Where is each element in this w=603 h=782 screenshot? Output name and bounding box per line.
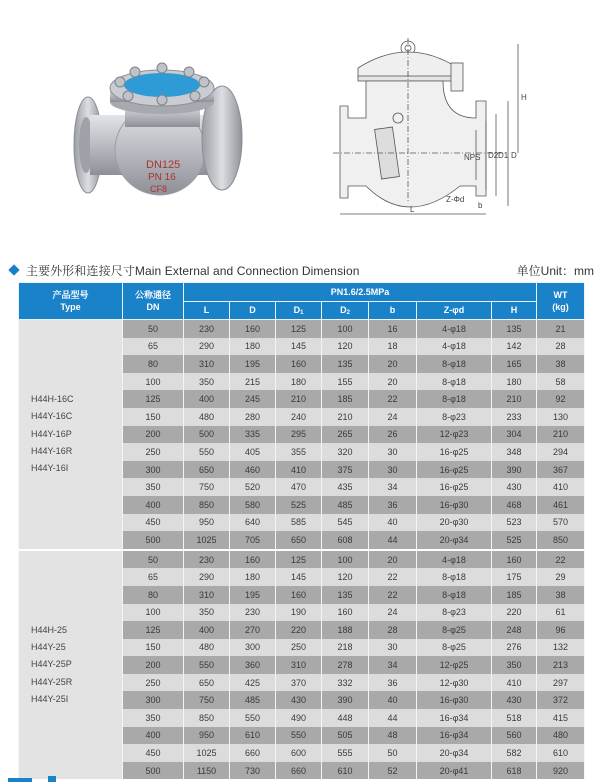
table-cell: 22 [537, 550, 585, 569]
table-cell: 160 [276, 355, 322, 373]
table-cell: 310 [184, 586, 230, 604]
table-cell: 40 [369, 691, 417, 709]
table-cell: 390 [492, 461, 537, 479]
table-cell: 145 [276, 338, 322, 356]
table-cell: 100 [322, 320, 369, 338]
table-cell: 135 [322, 586, 369, 604]
table-cell: 92 [537, 390, 585, 408]
table-cell: 160 [230, 550, 276, 569]
table-cell: 8-φ18 [417, 373, 492, 391]
table-cell: 210 [322, 408, 369, 426]
table-cell: 705 [230, 531, 276, 550]
table-cell: 8-φ25 [417, 621, 492, 639]
table-cell: 4-φ18 [417, 320, 492, 338]
valve-photo [60, 20, 260, 220]
table-cell: 22 [369, 568, 417, 586]
header-col-subscript: 2 [346, 309, 350, 316]
table-cell: 290 [184, 568, 230, 586]
table-cell: 165 [492, 355, 537, 373]
header-dn-cn: 公称通径 [134, 290, 171, 300]
table-cell: 265 [322, 426, 369, 444]
table-cell: 450 [123, 744, 184, 762]
header-type [19, 283, 123, 320]
table-cell: 500 [184, 426, 230, 444]
table-cell: 610 [230, 727, 276, 745]
table-cell: 950 [184, 727, 230, 745]
table-cell: 30 [369, 443, 417, 461]
table-cell: 850 [537, 531, 585, 550]
label-d1: D1 [498, 151, 509, 160]
table-cell: 20 [369, 373, 417, 391]
header-type-en: Type [60, 302, 81, 312]
table-cell: 200 [123, 426, 184, 444]
table-cell: 640 [230, 514, 276, 532]
table-cell: 8-φ25 [417, 639, 492, 657]
table-cell: 485 [322, 496, 369, 514]
type-model: H44Y-25I [31, 694, 69, 705]
table-cell: 650 [276, 531, 322, 550]
table-cell: 400 [184, 390, 230, 408]
table-cell: 430 [276, 691, 322, 709]
table-cell: 20 [369, 355, 417, 373]
table-cell: 250 [276, 639, 322, 657]
table-cell: 100 [123, 604, 184, 622]
table-cell: 920 [537, 762, 585, 781]
header-col-2 [276, 301, 322, 320]
table-cell: 430 [492, 478, 537, 496]
table-cell: 580 [230, 496, 276, 514]
table-cell: 100 [123, 373, 184, 391]
table-cell: 294 [537, 443, 585, 461]
table-cell: 36 [369, 674, 417, 692]
table-cell: 80 [123, 355, 184, 373]
header-dn-en: DN [146, 302, 160, 312]
section-title: 主要外形和连接尺寸Main External and Connection Dimension [26, 264, 360, 278]
table-cell: 220 [492, 604, 537, 622]
table-cell: 297 [537, 674, 585, 692]
header-col-3 [322, 301, 369, 320]
table-cell: 150 [123, 639, 184, 657]
table-cell: 18 [369, 338, 417, 356]
table-cell: 180 [230, 568, 276, 586]
header-col-5 [417, 301, 492, 320]
table-cell: 155 [322, 373, 369, 391]
table-cell: 50 [123, 320, 184, 338]
table-cell: 20-φ34 [417, 531, 492, 550]
table-cell: 500 [123, 531, 184, 550]
table-cell: 240 [276, 408, 322, 426]
table-cell: 8-φ18 [417, 568, 492, 586]
table-cell: 310 [184, 355, 230, 373]
label-h: H [521, 93, 527, 102]
table-cell: 470 [276, 478, 322, 496]
table-cell: 26 [369, 426, 417, 444]
table-cell: 230 [184, 320, 230, 338]
header-wt [537, 283, 585, 320]
table-row [19, 550, 585, 569]
header-col-0 [184, 301, 230, 320]
table-cell: 560 [492, 727, 537, 745]
table-cell: 230 [230, 604, 276, 622]
table-cell: 220 [276, 621, 322, 639]
table-cell: 550 [184, 443, 230, 461]
table-cell: 38 [537, 355, 585, 373]
header-col-6 [492, 301, 537, 320]
header-col-label: D [293, 304, 301, 315]
table-cell: 610 [322, 762, 369, 781]
table-cell: 120 [322, 568, 369, 586]
type-model: H44Y-25P [31, 659, 72, 670]
table-cell: 480 [184, 639, 230, 657]
table-cell: 20-φ41 [417, 762, 492, 781]
table-cell: 750 [184, 691, 230, 709]
marking-material: CF8 [150, 184, 168, 194]
header-wt-label: WT [553, 290, 568, 300]
table-cell: 12-φ25 [417, 656, 492, 674]
table-cell: 12-φ30 [417, 674, 492, 692]
table-cell: 280 [230, 408, 276, 426]
table-cell: 1025 [184, 744, 230, 762]
table-cell: 30 [369, 461, 417, 479]
table-cell: 608 [322, 531, 369, 550]
table-cell: 1025 [184, 531, 230, 550]
header-pressure: PN1.6/2.5MPa [184, 283, 537, 302]
table-cell: 20-φ34 [417, 744, 492, 762]
table-cell: 750 [184, 478, 230, 496]
table-cell: 16-φ34 [417, 727, 492, 745]
table-cell: 730 [230, 762, 276, 781]
table-cell: 545 [322, 514, 369, 532]
table-cell: 550 [184, 656, 230, 674]
table-cell: 278 [322, 656, 369, 674]
table-cell: 215 [230, 373, 276, 391]
table-cell: 410 [492, 674, 537, 692]
table-cell: 650 [184, 461, 230, 479]
table-cell: 375 [322, 461, 369, 479]
table-cell: 350 [123, 478, 184, 496]
type-model: H44Y-25 [31, 641, 66, 652]
type-model: H44Y-16R [31, 446, 73, 457]
table-cell: 400 [123, 727, 184, 745]
table-cell: 61 [537, 604, 585, 622]
table-cell: 350 [184, 604, 230, 622]
table-cell: 410 [537, 478, 585, 496]
table-cell: 248 [492, 621, 537, 639]
table-cell: 310 [276, 656, 322, 674]
table-cell: 250 [123, 674, 184, 692]
table-cell: 4-φ18 [417, 550, 492, 569]
table-cell: 490 [276, 709, 322, 727]
table-cell: 350 [123, 709, 184, 727]
table-cell: 125 [276, 550, 322, 569]
table-cell: 200 [123, 656, 184, 674]
table-cell: 410 [276, 461, 322, 479]
diamond-bullet-icon [8, 264, 19, 275]
table-cell: 8-φ18 [417, 355, 492, 373]
table-row [19, 320, 585, 338]
table-cell: 450 [123, 514, 184, 532]
table-cell: 270 [230, 621, 276, 639]
header-col-label: Z-φd [443, 305, 465, 316]
table-cell: 4-φ18 [417, 338, 492, 356]
table-cell: 16-φ25 [417, 443, 492, 461]
table-cell: 360 [230, 656, 276, 674]
table-cell: 550 [230, 709, 276, 727]
table-cell: 190 [276, 604, 322, 622]
table-cell: 320 [322, 443, 369, 461]
dimension-table [18, 282, 585, 781]
table-cell: 435 [322, 478, 369, 496]
header-type-cn: 产品型号 [52, 290, 89, 300]
label-b: b [478, 201, 483, 210]
table-cell: 660 [276, 762, 322, 781]
table-cell: 50 [123, 550, 184, 569]
table-cell: 850 [184, 709, 230, 727]
table-cell: 34 [369, 478, 417, 496]
table-cell: 58 [537, 373, 585, 391]
table-cell: 582 [492, 744, 537, 762]
table-cell: 135 [492, 320, 537, 338]
table-cell: 195 [230, 355, 276, 373]
table-cell: 523 [492, 514, 537, 532]
table-cell: 245 [230, 390, 276, 408]
header-col-label: D [249, 305, 256, 316]
marking-pn: PN 16 [148, 172, 176, 183]
table-cell: 80 [123, 586, 184, 604]
type-model: H44Y-16P [31, 428, 72, 439]
table-cell: 600 [276, 744, 322, 762]
table-cell: 390 [322, 691, 369, 709]
table-cell: 480 [184, 408, 230, 426]
table-cell: 125 [123, 621, 184, 639]
table-cell: 135 [322, 355, 369, 373]
table-cell: 500 [123, 762, 184, 781]
table-cell: 480 [537, 727, 585, 745]
table-cell: 348 [492, 443, 537, 461]
label-l: L [410, 205, 415, 214]
table-cell: 12-φ23 [417, 426, 492, 444]
table-cell: 44 [369, 531, 417, 550]
table-cell: 350 [492, 656, 537, 674]
table-cell: 430 [492, 691, 537, 709]
table-cell: 188 [322, 621, 369, 639]
table-cell: 24 [369, 604, 417, 622]
unit-label: 单位Unit：mm [516, 264, 594, 278]
table-cell: 40 [369, 514, 417, 532]
table-cell: 367 [537, 461, 585, 479]
table-cell: 550 [276, 727, 322, 745]
table-cell: 125 [123, 390, 184, 408]
table-cell: 468 [492, 496, 537, 514]
table-cell: 8-φ18 [417, 390, 492, 408]
table-cell: 233 [492, 408, 537, 426]
table-cell: 22 [369, 390, 417, 408]
table-cell: 65 [123, 338, 184, 356]
table-cell: 332 [322, 674, 369, 692]
table-cell: 175 [492, 568, 537, 586]
footer-decoration-2 [48, 776, 56, 782]
table-cell: 290 [184, 338, 230, 356]
type-group-cell [19, 550, 123, 781]
table-cell: 160 [230, 320, 276, 338]
table-cell: 400 [123, 496, 184, 514]
header-col-label: H [510, 305, 518, 316]
table-cell: 20-φ30 [417, 514, 492, 532]
table-cell: 48 [369, 727, 417, 745]
table-cell: 460 [230, 461, 276, 479]
label-d: D [511, 151, 517, 160]
table-cell: 518 [492, 709, 537, 727]
table-cell: 555 [322, 744, 369, 762]
table-cell: 160 [276, 586, 322, 604]
type-model: H44Y-16I [31, 463, 69, 474]
table-cell: 150 [123, 408, 184, 426]
header-dn [123, 283, 184, 320]
label-d2: D2 [488, 151, 499, 160]
table-cell: 180 [492, 373, 537, 391]
table-cell: 660 [230, 744, 276, 762]
table-cell: 355 [276, 443, 322, 461]
header-col-subscript: 1 [300, 309, 304, 316]
table-cell: 24 [369, 408, 417, 426]
table-cell: 16-φ30 [417, 496, 492, 514]
table-cell: 570 [537, 514, 585, 532]
table-cell: 180 [230, 338, 276, 356]
table-cell: 132 [537, 639, 585, 657]
table-cell: 20 [369, 550, 417, 569]
header-col-label: b [389, 305, 396, 316]
header-col-1 [230, 301, 276, 320]
table-cell: 1150 [184, 762, 230, 781]
table-cell: 8-φ23 [417, 604, 492, 622]
table-cell: 160 [492, 550, 537, 569]
table-cell: 145 [276, 568, 322, 586]
table-cell: 160 [322, 604, 369, 622]
table-cell: 276 [492, 639, 537, 657]
table-cell: 250 [123, 443, 184, 461]
table-cell: 100 [322, 550, 369, 569]
type-model: H44Y-25R [31, 676, 73, 687]
table-cell: 525 [276, 496, 322, 514]
table-cell: 16-φ25 [417, 461, 492, 479]
table-cell: 8-φ18 [417, 586, 492, 604]
table-cell: 44 [369, 709, 417, 727]
table-cell: 525 [492, 531, 537, 550]
table-cell: 28 [537, 338, 585, 356]
table-cell: 505 [322, 727, 369, 745]
footer-decoration [8, 778, 32, 782]
marking-dn: DN125 [146, 159, 181, 171]
table-cell: 185 [492, 586, 537, 604]
label-nps: NPS [464, 153, 481, 162]
valve-drawing [318, 18, 538, 218]
table-cell: 370 [276, 674, 322, 692]
table-cell: 610 [537, 744, 585, 762]
table-cell: 218 [322, 639, 369, 657]
table-cell: 425 [230, 674, 276, 692]
table-cell: 120 [322, 338, 369, 356]
type-model: H44Y-16C [31, 411, 73, 422]
table-cell: 28 [369, 621, 417, 639]
table-cell: 36 [369, 496, 417, 514]
table-cell: 650 [184, 674, 230, 692]
table-cell: 230 [184, 550, 230, 569]
table-cell: 400 [184, 621, 230, 639]
table-cell: 29 [537, 568, 585, 586]
table-cell: 461 [537, 496, 585, 514]
header-col-label: D [340, 304, 347, 315]
table-cell: 295 [276, 426, 322, 444]
table-cell: 65 [123, 568, 184, 586]
table-cell: 96 [537, 621, 585, 639]
table-cell: 30 [369, 639, 417, 657]
table-cell: 125 [276, 320, 322, 338]
type-model: H44H-16C [31, 393, 74, 404]
type-model: H44H-25 [31, 624, 68, 635]
table-cell: 210 [537, 426, 585, 444]
table-cell: 50 [369, 744, 417, 762]
table-cell: 16 [369, 320, 417, 338]
table-cell: 520 [230, 478, 276, 496]
table-cell: 585 [276, 514, 322, 532]
table-cell: 180 [276, 373, 322, 391]
table-cell: 405 [230, 443, 276, 461]
label-zphid: Z-Φd [446, 195, 465, 204]
table-cell: 38 [537, 586, 585, 604]
table-cell: 22 [369, 586, 417, 604]
table-cell: 34 [369, 656, 417, 674]
header-wt-unit: (kg) [552, 302, 569, 312]
table-cell: 372 [537, 691, 585, 709]
table-cell: 195 [230, 586, 276, 604]
table-cell: 210 [276, 390, 322, 408]
header-col-4 [369, 301, 417, 320]
table-cell: 142 [492, 338, 537, 356]
table-cell: 16-φ34 [417, 709, 492, 727]
table-cell: 300 [230, 639, 276, 657]
table-cell: 52 [369, 762, 417, 781]
header-col-label: L [203, 305, 210, 316]
table-cell: 950 [184, 514, 230, 532]
table-cell: 304 [492, 426, 537, 444]
table-cell: 618 [492, 762, 537, 781]
table-cell: 300 [123, 461, 184, 479]
table-cell: 448 [322, 709, 369, 727]
table-cell: 185 [322, 390, 369, 408]
table-cell: 300 [123, 691, 184, 709]
table-cell: 21 [537, 320, 585, 338]
table-cell: 415 [537, 709, 585, 727]
table-cell: 350 [184, 373, 230, 391]
table-cell: 485 [230, 691, 276, 709]
table-cell: 16-φ25 [417, 478, 492, 496]
table-cell: 8-φ23 [417, 408, 492, 426]
table-cell: 213 [537, 656, 585, 674]
table-cell: 850 [184, 496, 230, 514]
section-header [6, 262, 596, 278]
type-group-cell [19, 320, 123, 550]
table-cell: 335 [230, 426, 276, 444]
table-cell: 210 [492, 390, 537, 408]
table-cell: 130 [537, 408, 585, 426]
table-cell: 16-φ30 [417, 691, 492, 709]
